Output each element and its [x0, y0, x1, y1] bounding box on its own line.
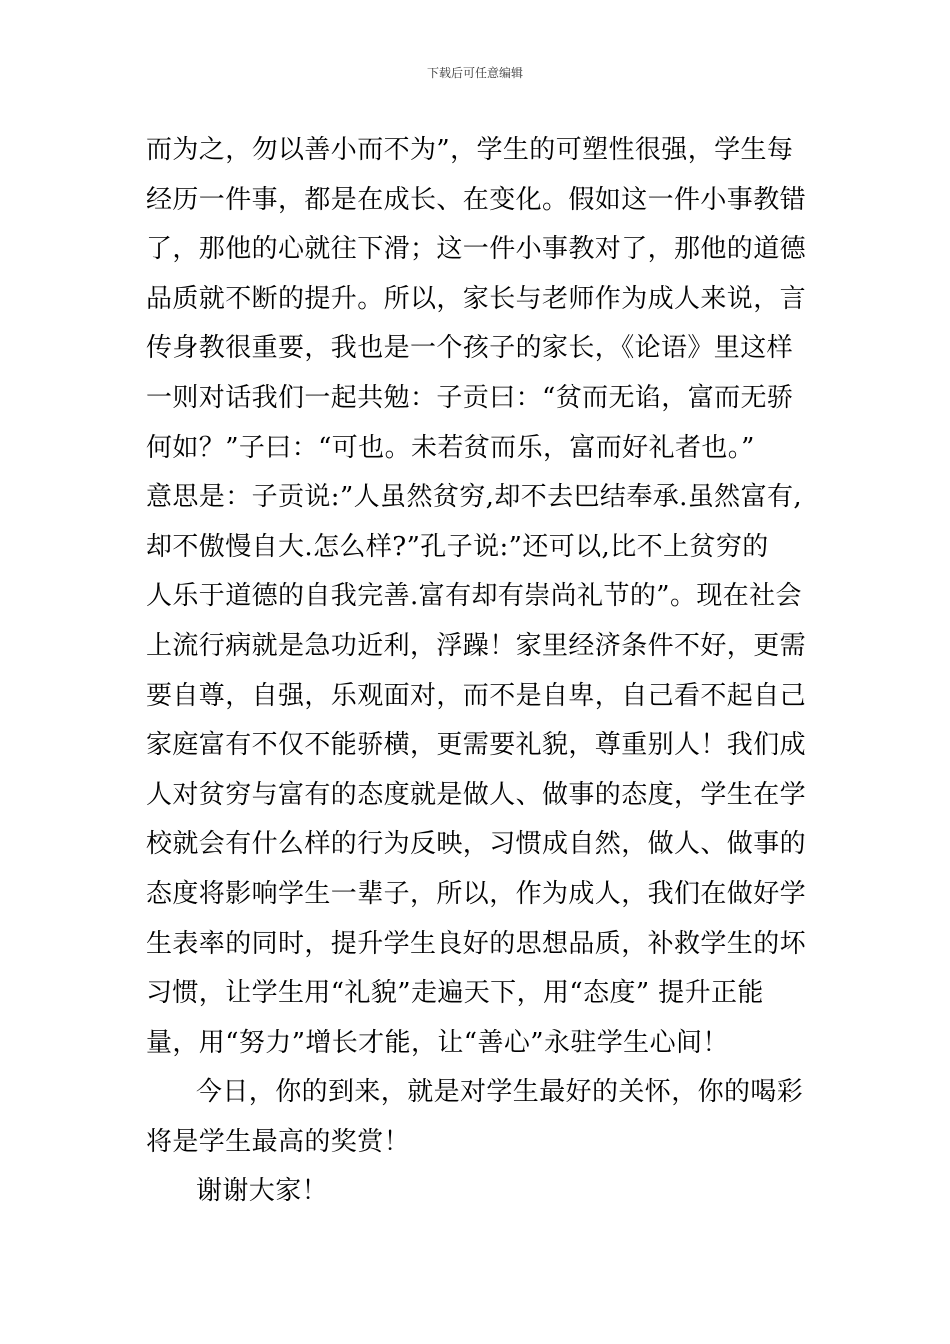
document-body [146, 126, 826, 1217]
text-line: 意思是：子贡说:”人虽然贫穷,却不去巴结奉承.虽然富有, [146, 482, 803, 513]
text-line: 要自尊，自强，乐观面对，而不是自卑，自己看不起自己 [146, 680, 807, 711]
text-line: 上流行病就是急功近利，浮躁！家里经济条件不好，更需 [146, 630, 807, 661]
text-line: 量，用“努力”增长才能，让“善心”永驻学生心间！ [146, 1027, 729, 1058]
text-line: 却不傲慢自大.怎么样?”孔子说:”还可以,比不上贫穷的 [146, 531, 769, 562]
text-line: 一则对话我们一起共勉：子贡曰：“贫而无谄，富而无骄 [146, 382, 794, 413]
text-line: 人乐于道德的自我完善.富有却有崇尚礼节的”。现在社会 [146, 581, 802, 612]
text-line: 家庭富有不仅不能骄横，更需要礼貌，尊重别人！我们成 [146, 730, 807, 761]
paragraph-start-line: 今日，你的到来，就是对学生最好的关怀，你的喝彩 [196, 1077, 804, 1108]
text-line: 品质就不断的提升。所以，家长与老师作为成人来说，言 [146, 283, 807, 314]
text-line: 传身教很重要，我也是一个孩子的家长，《论语》里这样 [146, 333, 794, 364]
text-line: 何如？”子曰：“可也。未若贫而乐，富而好礼者也。” [146, 432, 755, 463]
text-line: 将是学生最高的奖赏！ [146, 1126, 411, 1157]
text-line: 态度将影响学生一辈子，所以，作为成人，我们在做好学 [146, 878, 807, 909]
closing-line: 谢谢大家！ [196, 1176, 329, 1207]
text-line: 而为之，勿以善小而不为”，学生的可塑性很强，学生每 [146, 135, 794, 165]
text-line: 生表率的同时，提升学生良好的思想品质，补救学生的坏 [146, 928, 807, 959]
page-header: 下载后可任意编辑 [426, 66, 523, 80]
text-line: 经历一件事，都是在成长、在变化。假如这一件小事教错 [146, 184, 807, 215]
text-line: 人对贫穷与富有的态度就是做人、做事的态度，学生在学 [146, 779, 807, 810]
text-line: 习惯，让学生用“礼貌”走遍天下，用“态度” 提升正能 [146, 978, 764, 1009]
text-line: 了，那他的心就往下滑；这一件小事教对了，那他的道德 [146, 234, 807, 265]
text-line: 校就会有什么样的行为反映，习惯成自然，做人、做事的 [146, 829, 807, 860]
